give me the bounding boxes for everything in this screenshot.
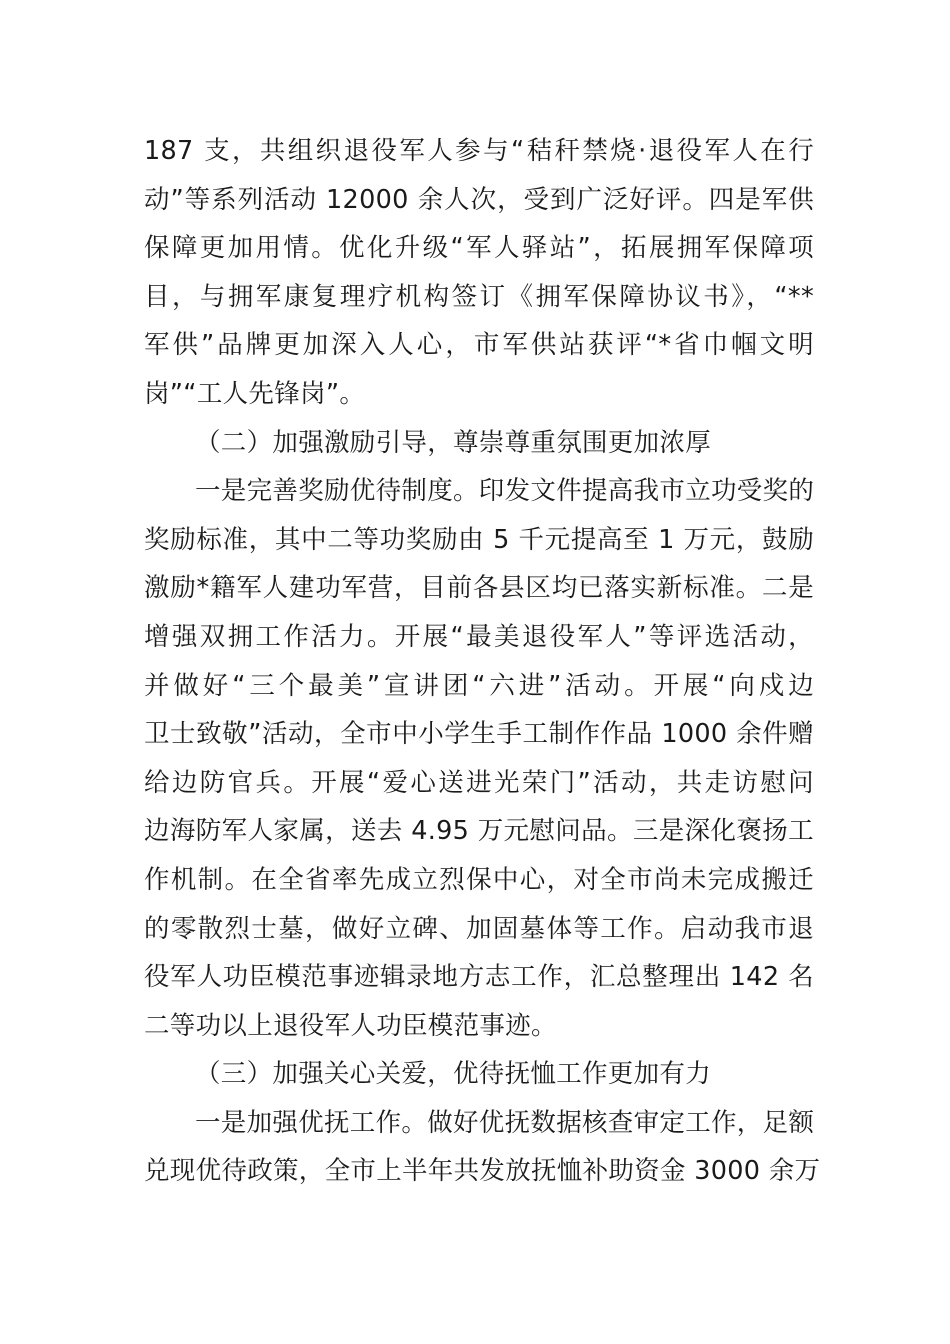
- text-line: 役军人功臣模范事迹辑录地方志工作，汇总整理出 142 名: [144, 962, 814, 993]
- text-line: 一是完善奖励优待制度。印发文件提高我市立功受奖的: [195, 476, 815, 507]
- text-line: 军供”品牌更加深入人心，市军供站获评“*省巾帼文明: [144, 330, 814, 361]
- text-line: 目，与拥军康复理疗机构签订《拥军保障协议书》，“**: [144, 281, 814, 312]
- section-heading: （三）加强关心关爱，优待抚恤工作更加有力: [195, 1059, 712, 1090]
- text-line: 动”等系列活动 12000 余人次，受到广泛好评。四是军供: [144, 184, 814, 215]
- text-line: 的零散烈士墓，做好立碑、加固墓体等工作。启动我市退: [144, 913, 814, 944]
- body-text: [144, 127, 821, 1196]
- text-line: 作机制。在全省率先成立烈保中心，对全市尚未完成搬迁: [144, 864, 814, 895]
- text-line: 卫士致敬”活动，全市中小学生手工制作作品 1000 余件赠: [144, 719, 814, 750]
- text-line: 增强双拥工作活力。开展“最美退役军人”等评选活动，: [144, 621, 814, 652]
- text-line: 给边防官兵。开展“爱心送进光荣门”活动，共走访慰问: [144, 767, 814, 798]
- text-line: 187 支，共组织退役军人参与“秸秆禁烧·退役军人在行: [144, 136, 814, 166]
- text-line: 激励*籍军人建功军营，目前各县区均已落实新标准。二是: [144, 573, 814, 604]
- text-line: 二等功以上退役军人功臣模范事迹。: [144, 1010, 557, 1041]
- text-line: 一是加强优抚工作。做好优抚数据核查审定工作，足额: [195, 1107, 815, 1138]
- text-line: 奖励标准，其中二等功奖励由 5 千元提高至 1 万元，鼓励: [144, 524, 814, 555]
- text-line: 并做好“三个最美”宣讲团“六进”活动。开展“向戍边: [144, 670, 814, 701]
- text-line: 边海防军人家属，送去 4.95 万元慰问品。三是深化褒扬工: [144, 816, 814, 847]
- text-line: 兑现优待政策，全市上半年共发放抚恤补助资金 3000 余万: [144, 1156, 821, 1187]
- text-line: 岗”“工人先锋岗”。: [144, 378, 366, 409]
- section-heading: （二）加强激励引导，尊崇尊重氛围更加浓厚: [195, 427, 712, 458]
- text-line: 保障更加用情。优化升级“军人驿站”，拓展拥军保障项: [144, 233, 814, 264]
